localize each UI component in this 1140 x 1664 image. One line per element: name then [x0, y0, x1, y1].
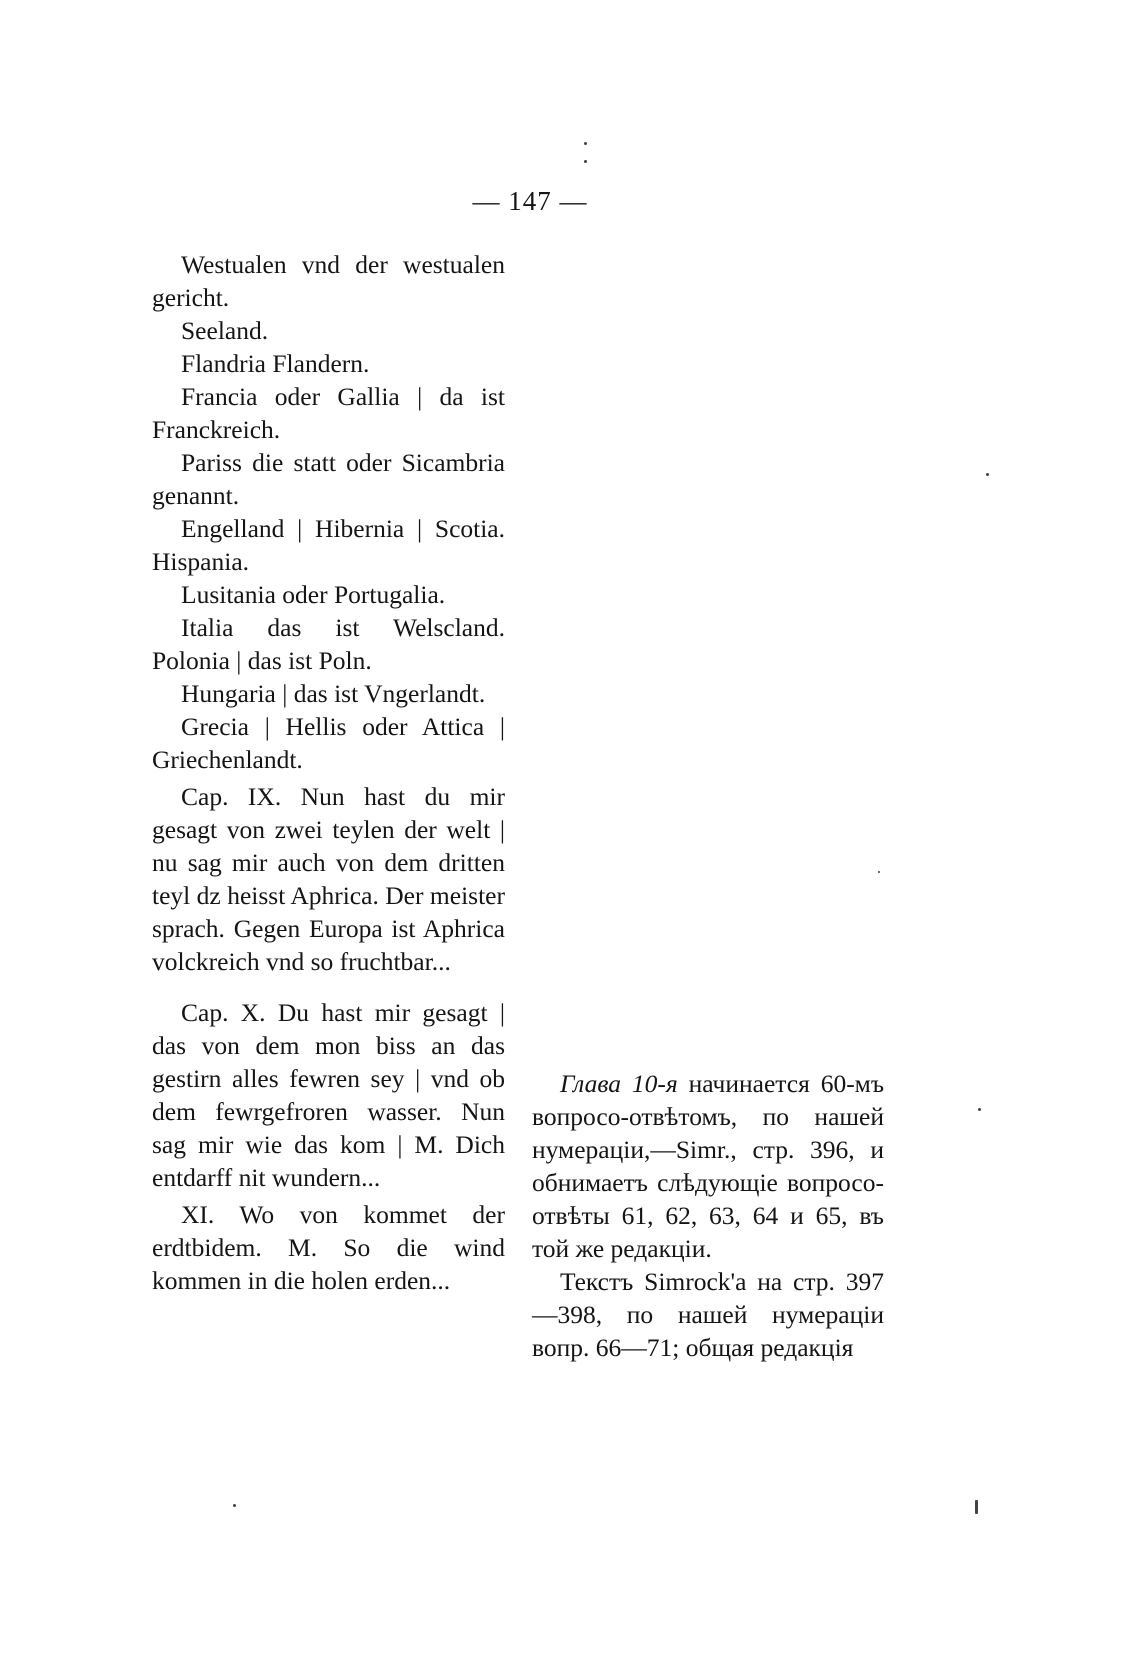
- scan-speck: [584, 142, 587, 145]
- entry-seeland: Seeland.: [181, 316, 269, 345]
- entry-pariss: Pariss die statt oder Sicambria genannt.: [152, 448, 505, 510]
- entry-westualen: Westualen vnd der westualen gericht.: [152, 250, 505, 312]
- entry-hungaria: Hungaria | das ist Vngerlandt.: [181, 679, 486, 708]
- scan-speck: [986, 473, 989, 476]
- page-number: — 147 —: [472, 186, 588, 216]
- entry-francia: Francia oder Gallia | da ist Franckreich.: [152, 382, 505, 444]
- entry-italia: Italia das ist Welscland. Polonia | das ist Poln.: [152, 613, 505, 675]
- entry-cap-xi: XI. Wo von kommet der erdtbidem. M. So die wind kommen in die holen erden...: [152, 1200, 505, 1295]
- scan-speck: [584, 160, 587, 163]
- note-chapter-10-lead: Глава 10-я: [560, 1069, 678, 1098]
- right-column: [532, 1067, 884, 1364]
- entry-grecia: Grecia | Hellis oder Attica | Griechenlandt.: [152, 712, 505, 774]
- scan-speck: [878, 871, 880, 873]
- entry-flandria: Flandria Flandern.: [181, 349, 370, 378]
- scan-speck: [975, 1500, 978, 1514]
- note-simrock-text: Текстъ Simrock'а на стр. 397—398, по нашей нумераціи вопр. 66—71; общая редакція: [532, 1267, 884, 1362]
- left-column: [152, 248, 505, 1297]
- note-chapter-10-text: начинается 60-мъ вопросо-отвѣтомъ, по нашей нумераціи,—Simr., стр. 396, и обнимаетъ слѣдующіе вопросо-отвѣты 61, 62, 63, 64 и 65, въ той же редакціи.: [532, 1069, 885, 1263]
- scan-speck: [978, 1108, 981, 1111]
- entry-engelland: Engelland | Hibernia | Scotia. Hispania.: [152, 514, 505, 576]
- scan-speck: [233, 1504, 236, 1507]
- entry-cap-x: Cap. X. Du hast mir gesagt | das von dem mon biss an das gestirn alles fewren sey | vnd ob dem fewrgefroren wasser. Nun sag mir wie das kom | M. Dich entdarff nit wundern...: [152, 998, 505, 1192]
- entry-cap-ix: Cap. IX. Nun hast du mir gesagt von zwei teylen der welt | nu sag mir auch von dem dritten teyl dz heisst Aphrica. Der meister sprach. Gegen Europa ist Aphrica volckreich vnd so fruchtbar...: [152, 782, 505, 976]
- note-chapter-10: [532, 1067, 884, 1265]
- entry-lusitania: Lusitania oder Portugalia.: [181, 580, 446, 609]
